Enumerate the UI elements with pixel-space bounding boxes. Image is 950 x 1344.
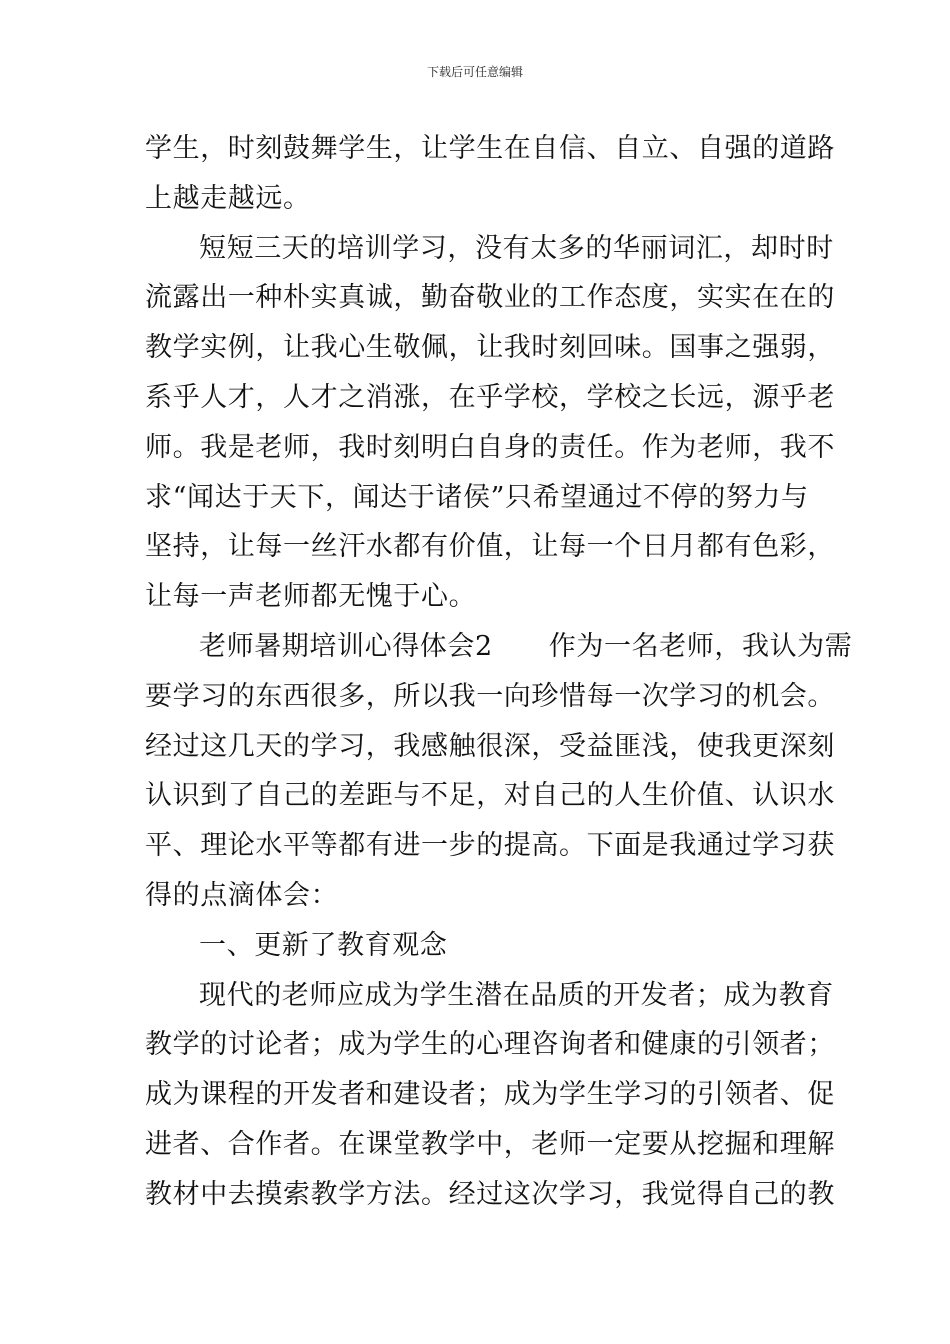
body-line: 教材中去摸索教学方法。经过这次学习，我觉得自己的教: [145, 1178, 835, 1210]
body-line: 要学习的东西很多，所以我一向珍惜每一次学习的机会。: [145, 680, 835, 712]
body-line: 平、理论水平等都有进一步的提高。下面是我通过学习获: [145, 830, 835, 862]
body-line: 教学实例，让我心生敬佩，让我时刻回味。国事之强弱，: [145, 332, 835, 364]
section-lead: 作为一名老师，我认为需: [548, 630, 853, 662]
body-line: 上越走越远。: [145, 182, 311, 214]
body-line: 成为课程的开发者和建设者；成为学生学习的引领者、促: [145, 1079, 835, 1111]
body-line: 得的点滴体会：: [145, 879, 339, 911]
body-line: 教学的讨论者；成为学生的心理咨询者和健康的引领者；: [145, 1029, 835, 1061]
paragraph-start-line: 现代的老师应成为学生潜在品质的开发者；成为教育: [199, 979, 834, 1011]
page-header-note: 下载后可任意编辑: [426, 65, 523, 79]
section-title: 老师暑期培训心得体会2: [199, 630, 493, 662]
document-body: [145, 124, 853, 1220]
body-line: 流露出一种朴实真诚，勤奋敬业的工作态度，实实在在的: [145, 282, 835, 314]
subheading-line: 一、更新了教育观念: [199, 929, 448, 961]
body-line: 经过这几天的学习，我感触很深，受益匪浅，使我更深刻: [145, 730, 835, 762]
body-line: 学生，时刻鼓舞学生，让学生在自信、自立、自强的道路: [145, 133, 835, 164]
body-line: 系乎人才，人才之消涨，在乎学校，学校之长远，源乎老: [145, 381, 835, 413]
body-line: 进者、合作者。在课堂教学中，老师一定要从挖掘和理解: [145, 1128, 835, 1160]
body-line: 求“闻达于天下，闻达于诸侯”只希望通过不停的努力与: [145, 481, 809, 513]
paragraph-start-line: 短短三天的培训学习，没有太多的华丽词汇，却时时: [199, 232, 834, 264]
body-line: 认识到了自己的差距与不足，对自己的人生价值、认识水: [145, 780, 835, 812]
body-line: 坚持，让每一丝汗水都有价值，让每一个日月都有色彩，: [145, 531, 835, 563]
body-line: 让每一声老师都无愧于心。: [145, 581, 477, 613]
body-line: 师。我是老师，我时刻明白自身的责任。作为老师，我不: [145, 431, 835, 463]
section-heading-line: [145, 622, 853, 672]
